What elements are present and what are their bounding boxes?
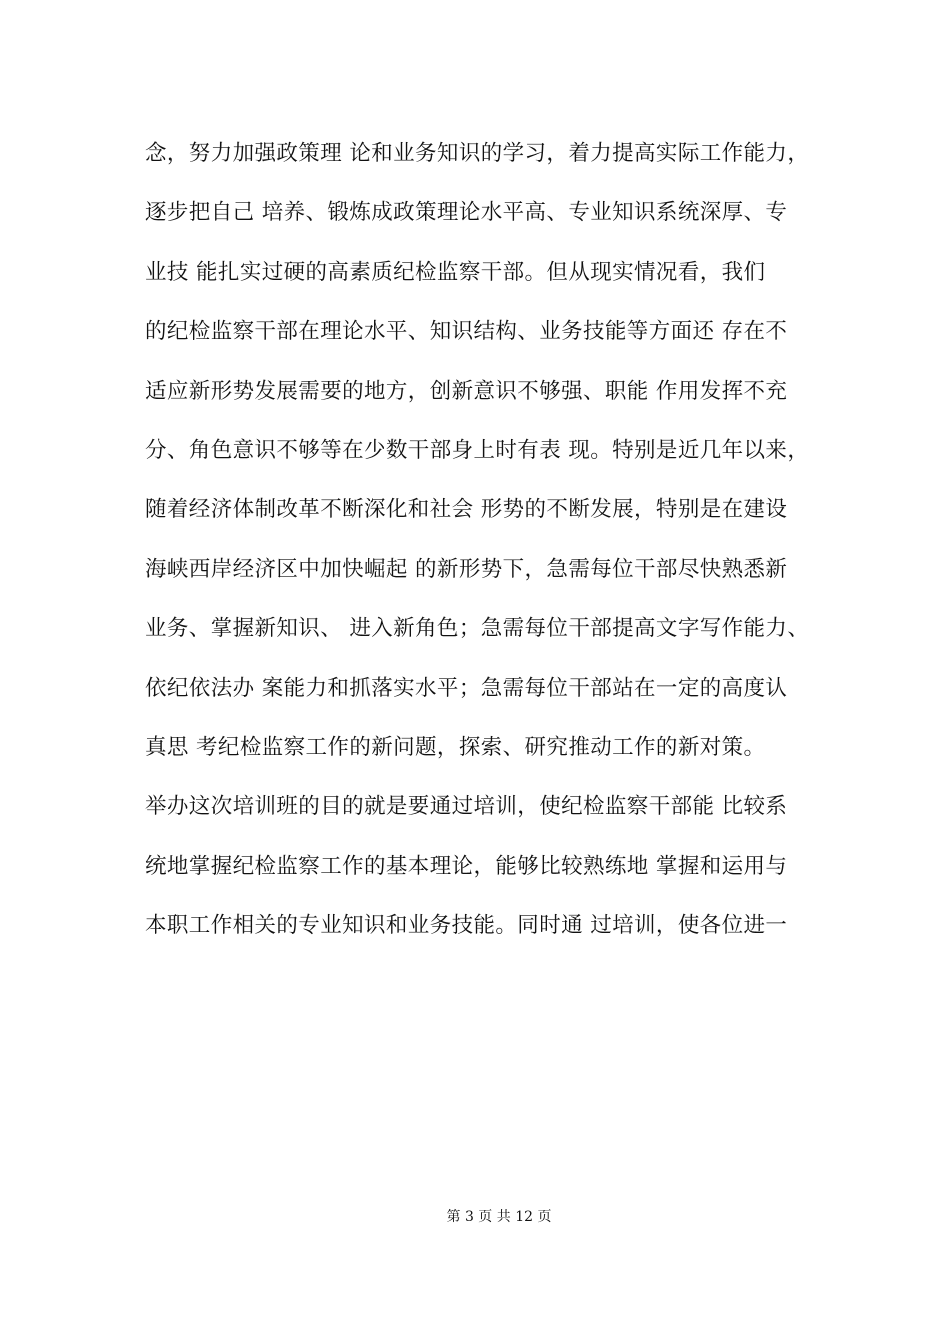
text-line: 分、角色意识不够等在少数干部身上时有表 现。特别是近几年以来， — [145, 437, 810, 463]
text-line: 统地掌握纪检监察工作的基本理论，能够比较熟练地 掌握和运用与 — [145, 853, 788, 879]
text-line: 举办这次培训班的目的就是要通过培训，使纪检监察干部能 比较系 — [145, 794, 788, 820]
text-line: 逐步把自己 培养、锻炼成政策理论水平高、专业知识系统深厚、专 — [145, 200, 788, 226]
text-line: 业技 能扎实过硬的高素质纪检监察干部。但从现实情况看，我们 — [145, 259, 766, 285]
body-text — [145, 131, 845, 962]
text-line: 依纪依法办 案能力和抓落实水平；急需每位干部站在一定的高度认 — [145, 675, 788, 701]
text-line: 适应新形势发展需要的地方，创新意识不够强、职能 作用发挥不充 — [145, 378, 788, 404]
text-line: 业务、掌握新知识、 进入新角色；急需每位干部提高文字写作能力、 — [145, 616, 810, 642]
text-line: 海峡西岸经济区中加快崛起 的新形势下，急需每位干部尽快熟悉新 — [145, 556, 788, 582]
page-number-footer: 第 3 页 共 12 页 — [446, 1209, 552, 1225]
text-line: 本职工作相关的专业知识和业务技能。同时通 过培训，使各位进一 — [145, 913, 788, 939]
text-line: 随着经济体制改革不断深化和社会 形势的不断发展，特别是在建设 — [145, 497, 788, 523]
text-line: 真思 考纪检监察工作的新问题，探索、研究推动工作的新对策。 — [145, 734, 766, 760]
text-line: 念，努力加强政策理 论和业务知识的学习，着力提高实际工作能力， — [145, 141, 810, 166]
text-line: 的纪检监察干部在理论水平、知识结构、业务技能等方面还 存在不 — [145, 319, 788, 345]
